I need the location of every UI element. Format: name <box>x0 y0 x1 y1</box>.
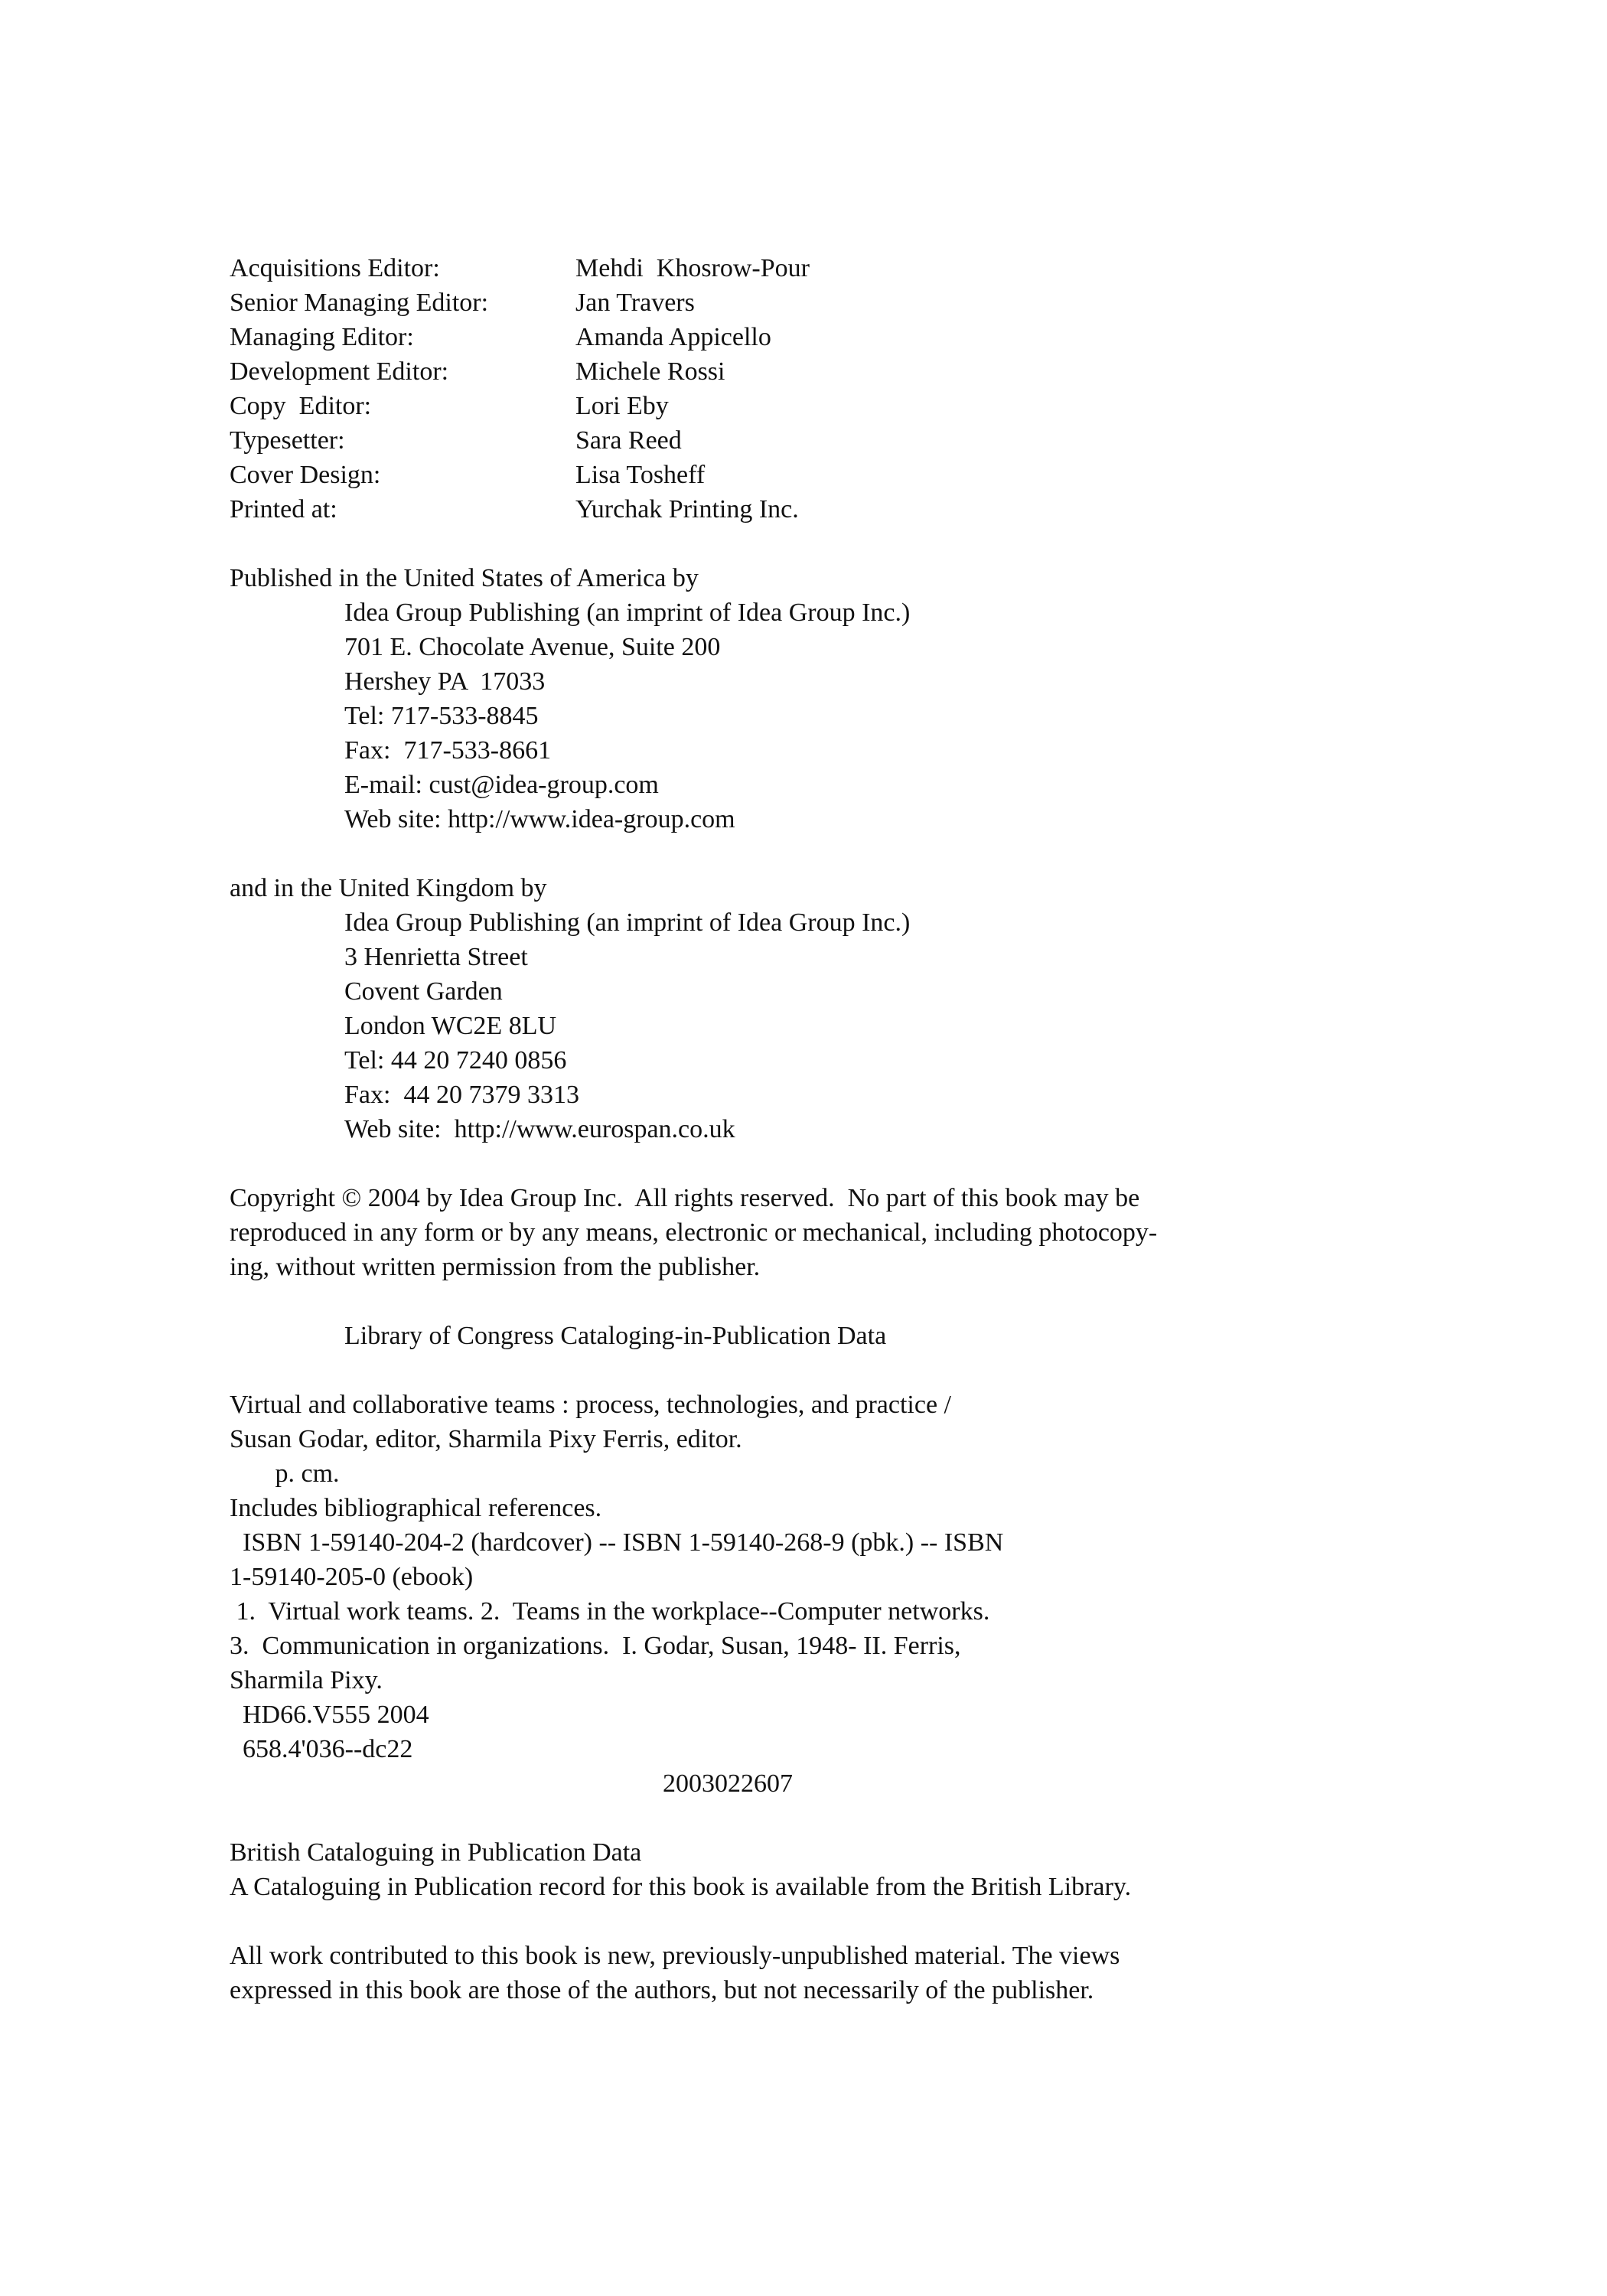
us-publisher-heading: Published in the United States of America by <box>230 564 699 592</box>
copyright-page <box>230 251 1377 2007</box>
address-line: Covent Garden <box>344 977 503 1006</box>
disclaimer-block <box>230 1939 1377 2007</box>
cip-line: 658.4'036--dc22 <box>230 1735 413 1763</box>
credit-row <box>230 354 1377 389</box>
credit-role: Typesetter: <box>230 426 345 455</box>
copyright-line: reproduced in any form or by any means, electronic or mechanical, including photocopy- <box>230 1218 1158 1247</box>
credit-role: Managing Editor: <box>230 323 414 351</box>
credit-name: Amanda Appicello <box>575 323 771 351</box>
british-cip-line: A Cataloguing in Publication record for this book is available from the British Library. <box>230 1873 1132 1901</box>
spacer <box>230 527 1377 561</box>
credit-name: Lisa Tosheff <box>575 461 706 489</box>
address-line: Fax: 44 20 7379 3313 <box>344 1081 579 1109</box>
uk-publisher-heading: and in the United Kingdom by <box>230 874 547 902</box>
address-line: Idea Group Publishing (an imprint of Idea Group Inc.) <box>344 908 911 937</box>
lccn-number: 2003022607 <box>663 1769 793 1798</box>
cip-line: 3. Communication in organizations. I. Godar, Susan, 1948- II. Ferris, <box>230 1632 961 1660</box>
cip-line: Susan Godar, editor, Sharmila Pixy Ferris, editor. <box>230 1425 742 1453</box>
credit-name: Sara Reed <box>575 426 682 455</box>
credit-role: Printed at: <box>230 495 337 523</box>
address-line: Web site: http://www.eurospan.co.uk <box>344 1115 735 1143</box>
spacer <box>230 1146 1377 1181</box>
credit-name: Mehdi Khosrow-Pour <box>575 254 810 282</box>
credit-row <box>230 458 1377 492</box>
address-line: Tel: 717-533-8845 <box>344 702 539 730</box>
address-line: Tel: 44 20 7240 0856 <box>344 1046 567 1075</box>
credit-role: Senior Managing Editor: <box>230 289 489 317</box>
credit-role: Development Editor: <box>230 357 449 386</box>
address-line: Idea Group Publishing (an imprint of Idea Group Inc.) <box>344 598 911 627</box>
address-line: Fax: 717-533-8661 <box>344 736 552 765</box>
copyright-notice <box>230 1181 1377 1284</box>
disclaimer-line: expressed in this book are those of the authors, but not necessarily of the publisher. <box>230 1976 1094 2004</box>
british-cip-block <box>230 1835 1377 1904</box>
cip-line: Sharmila Pixy. <box>230 1666 383 1694</box>
credit-name: Jan Travers <box>575 289 695 317</box>
cip-line: 1-59140-205-0 (ebook) <box>230 1563 474 1591</box>
loc-heading: Library of Congress Cataloging-in-Publication Data <box>344 1322 887 1350</box>
credits-list <box>230 251 1377 527</box>
spacer <box>230 1353 1377 1388</box>
spacer <box>230 1801 1377 1835</box>
credit-row <box>230 251 1377 285</box>
spacer <box>230 837 1377 871</box>
us-publisher-block <box>230 561 1377 837</box>
cip-line: 1. Virtual work teams. 2. Teams in the workplace--Computer networks. <box>230 1597 990 1626</box>
address-line: Web site: http://www.idea-group.com <box>344 805 735 833</box>
cip-record <box>230 1388 1377 1801</box>
address-line: 3 Henrietta Street <box>344 943 528 971</box>
uk-publisher-block <box>230 871 1377 1146</box>
cip-line: ISBN 1-59140-204-2 (hardcover) -- ISBN 1-59140-268-9 (pbk.) -- ISBN <box>230 1528 1004 1557</box>
credit-row <box>230 285 1377 320</box>
credit-name: Lori Eby <box>575 392 669 420</box>
disclaimer-line: All work contributed to this book is new, previously-unpublished material. The views <box>230 1942 1120 1970</box>
british-cip-heading: British Cataloguing in Publication Data <box>230 1838 642 1867</box>
cip-line: HD66.V555 2004 <box>230 1701 429 1729</box>
cip-line: Includes bibliographical references. <box>230 1494 602 1522</box>
copyright-line: Copyright © 2004 by Idea Group Inc. All rights reserved. No part of this book may be <box>230 1184 1140 1212</box>
credit-role: Copy Editor: <box>230 392 372 420</box>
credit-row <box>230 389 1377 423</box>
credit-role: Acquisitions Editor: <box>230 254 440 282</box>
cip-line: p. cm. <box>230 1459 340 1488</box>
address-line: 701 E. Chocolate Avenue, Suite 200 <box>344 633 721 661</box>
cip-line: Virtual and collaborative teams : process, technologies, and practice / <box>230 1391 952 1419</box>
address-line: E-mail: cust@idea-group.com <box>344 771 659 799</box>
copyright-line: ing, without written permission from the publisher. <box>230 1253 761 1281</box>
spacer <box>230 1904 1377 1939</box>
credit-name: Michele Rossi <box>575 357 725 386</box>
credit-row <box>230 423 1377 458</box>
credit-role: Cover Design: <box>230 461 381 489</box>
credit-row <box>230 320 1377 354</box>
spacer <box>230 1284 1377 1319</box>
credit-row <box>230 492 1377 527</box>
credit-name: Yurchak Printing Inc. <box>575 495 799 523</box>
address-line: London WC2E 8LU <box>344 1012 557 1040</box>
address-line: Hershey PA 17033 <box>344 667 546 696</box>
